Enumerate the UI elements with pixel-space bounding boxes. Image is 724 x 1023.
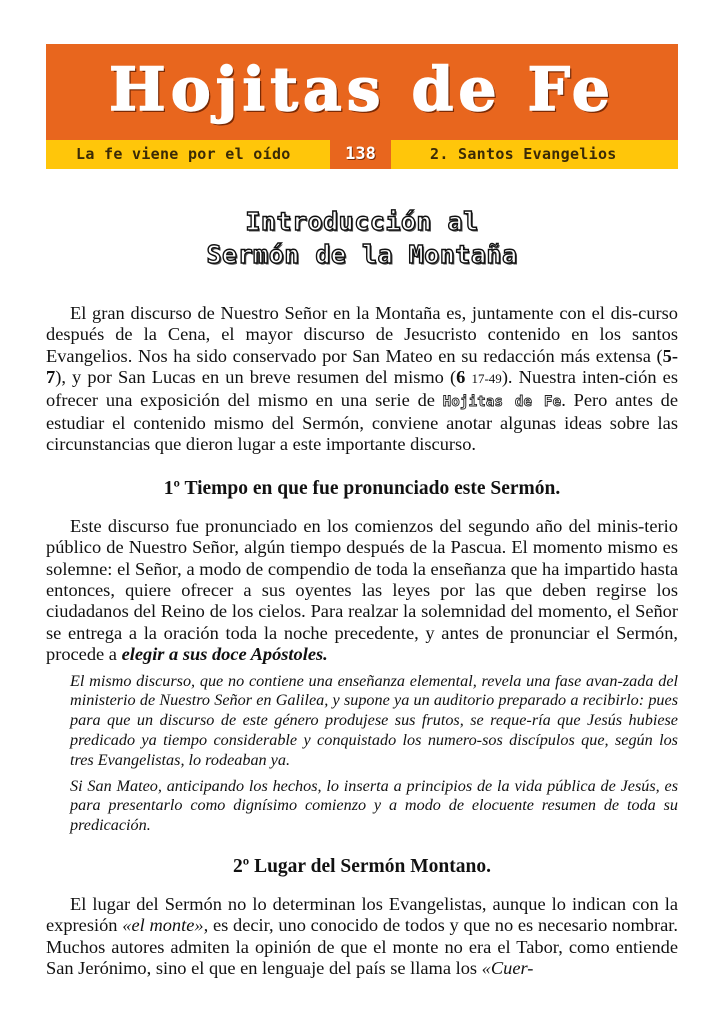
quote-paragraph-1: El mismo discurso, que no contiene una enseñanza elemental, revela una fase avan-zada del ministerio de Nuestro Señor en Galilea, y supone ya un auditorio preparado a recibirlo: pues para que un discurso de este género produjese sus frutos, se reque-ría que Jesús hubiese predicado ya tiempo considerable y conquistado los numero-sos discípulos que, según los tres Evangelistas, lo rodeaban ya. (70, 671, 678, 769)
intro-text-4: . Pero antes de estudiar el contenido mismo del Sermón, conviene anotar algunas ideas sobre las circunstancias que dieron lugar a este importante discurso. (46, 389, 678, 455)
masthead (46, 44, 678, 169)
section-time-emphasis: elegir a sus doce Apóstoles. (121, 644, 328, 665)
brand-name-inline: Hojitas de Fe (442, 393, 562, 410)
section-time-paragraph (46, 516, 678, 666)
masthead-series: 2. Santos Evangelios (430, 145, 617, 163)
intro-paragraph (46, 303, 678, 456)
section-place-text-2: es decir, uno conocido de todos y que no es necesario nombrar. Muchos autores admiten la opinión de que el monte no era el Tabor, como entiende San Jerónimo, sino el que en lenguaje del país se llama los (46, 915, 678, 979)
section-place-quote-1: «el monte», (122, 915, 209, 936)
scripture-ref-matthew: 5-7 (46, 345, 678, 388)
page (46, 44, 678, 980)
scripture-ref-luke-verses: 17-49 (471, 371, 502, 387)
quote-paragraph-2: Si San Mateo, anticipando los hechos, lo inserta a principios de la vida pública de Jesús, es para presentarlo como dignísimo comienzo y a modo de elocuente resumen de toda su predicación. (70, 776, 678, 835)
section-place-paragraph (46, 894, 678, 980)
section-place-text-1: El lugar del Sermón no lo determinan los Evangelistas, aunque lo indican con la expresión (46, 894, 678, 936)
section-time-text: Este discurso fue pronunciado en los comienzos del segundo año del minis-terio público de Nuestro Señor, algún tiempo después de la Pascua. El momento mismo es solemne: el Señor, a modo de compendio de toda la enseñanza que ha impartido hasta entonces, quiere ofrecer a sus oyentes las leyes por las que deben regirse los ciudadanos del Reino de los cielos. Para realzar la solemnidad del momento, el Señor se entrega a la oración toda la noche precedente, y antes de pronunciar el Sermón, procede a (46, 515, 678, 665)
section-heading-time: 1º Tiempo en que fue pronunciado este Sermón. (163, 477, 561, 499)
intro-text-1: El gran discurso de Nuestro Señor en la Montaña es, juntamente con el dis-curso después de la Cena, el mayor discurso de Jesucristo contenido en los santos Evangelios. Nos ha sido conservado por San Mateo en su redacción más extensa ( (46, 303, 678, 366)
article-title-line-1: Introducción al (245, 207, 479, 236)
article-title-line-2: Sermón de la Montaña (206, 240, 518, 269)
intro-text-3: ). Nuestra inten-ción es ofrecer una exposición del mismo en una serie de (46, 367, 678, 410)
issue-number: 138 (345, 144, 376, 164)
article-title (46, 205, 678, 271)
section-heading-place: 2º Lugar del Sermón Montano. (233, 856, 491, 878)
section-place-quote-2: «Cuer- (481, 958, 534, 979)
masthead-motto: La fe viene por el oído (76, 145, 291, 163)
scripture-ref-luke-chapter: 6 (456, 367, 466, 388)
masthead-title: Hojitas de Fe (109, 55, 615, 125)
intro-text-2: ), y por San Lucas en un breve resumen del mismo ( (55, 367, 457, 388)
